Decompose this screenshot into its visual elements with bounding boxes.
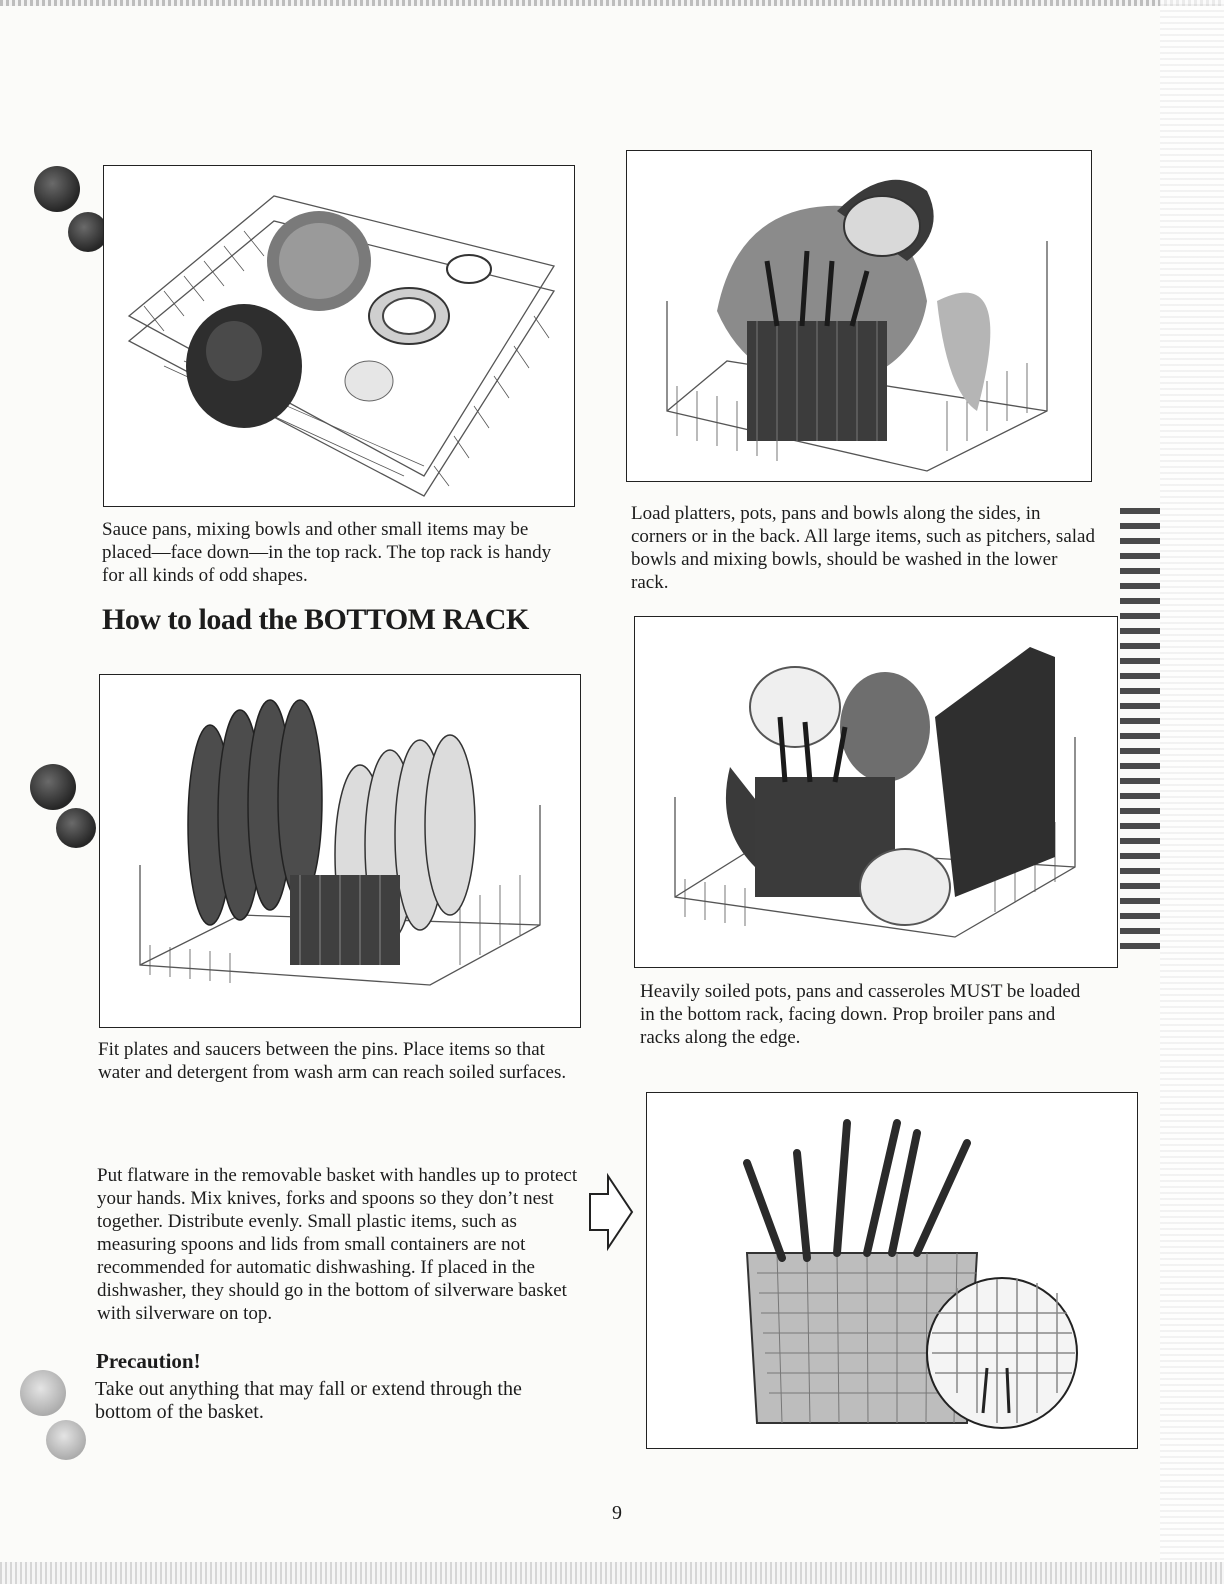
punch-hole-icon — [34, 166, 80, 212]
bottom-rack-plates-image — [99, 674, 581, 1028]
top-rack-bowls-image — [103, 165, 575, 507]
page-number: 9 — [612, 1502, 622, 1524]
top-rack-large-items-image — [626, 150, 1092, 482]
punch-hole-icon — [68, 212, 108, 252]
scan-top-edge — [0, 0, 1224, 6]
flatware-caption: Put flatware in the removable basket with handles up to protect your hands. Mix knives, forks and spoons so they don’t nest together. Distribute evenly. Small plastic items, such as measuring spoons and lids from small containers are not recommended for automatic dishwashing. If placed in the dishwasher, they should go in the bottom of silverware basket with silverware on top. — [97, 1165, 578, 1324]
top-rack-left-caption: Sauce pans, mixing bowls and other small items may be placed—face down—in the top rack. The top rack is handy for all kinds of odd shapes. — [102, 519, 552, 586]
bottom-rack-soiled-caption: Heavily soiled pots, pans and casseroles MUST be loaded in the bottom rack, facing down. Prop broiler pans and racks along the edge. — [640, 981, 1081, 1048]
punch-hole-icon — [20, 1370, 66, 1416]
right-arrow-icon — [588, 1172, 634, 1252]
punch-hole-icon — [30, 764, 76, 810]
section-heading: How to load the BOTTOM RACK — [102, 603, 529, 636]
precaution-title: Precaution! — [96, 1349, 201, 1373]
bottom-rack-pots-image — [634, 616, 1118, 968]
punch-hole-icon — [56, 808, 96, 848]
bottom-rack-plates-caption: Fit plates and saucers between the pins. Place items so that water and detergent from wash arm can reach soiled surfaces. — [98, 1039, 567, 1083]
scan-edge-marks — [1120, 508, 1160, 958]
scan-bottom-edge — [0, 1562, 1224, 1584]
top-rack-right-caption: Load platters, pots, pans and bowls along the sides, in corners or in the back. All large items, such as pitchers, salad bowls and mixing bowls, should be washed in the lower rack. — [631, 503, 1095, 593]
scan-right-edge — [1160, 0, 1224, 1584]
silverware-basket-image — [646, 1092, 1138, 1449]
punch-hole-icon — [46, 1420, 86, 1460]
precaution-text: Take out anything that may fall or extend through the bottom of the basket. — [95, 1378, 522, 1423]
